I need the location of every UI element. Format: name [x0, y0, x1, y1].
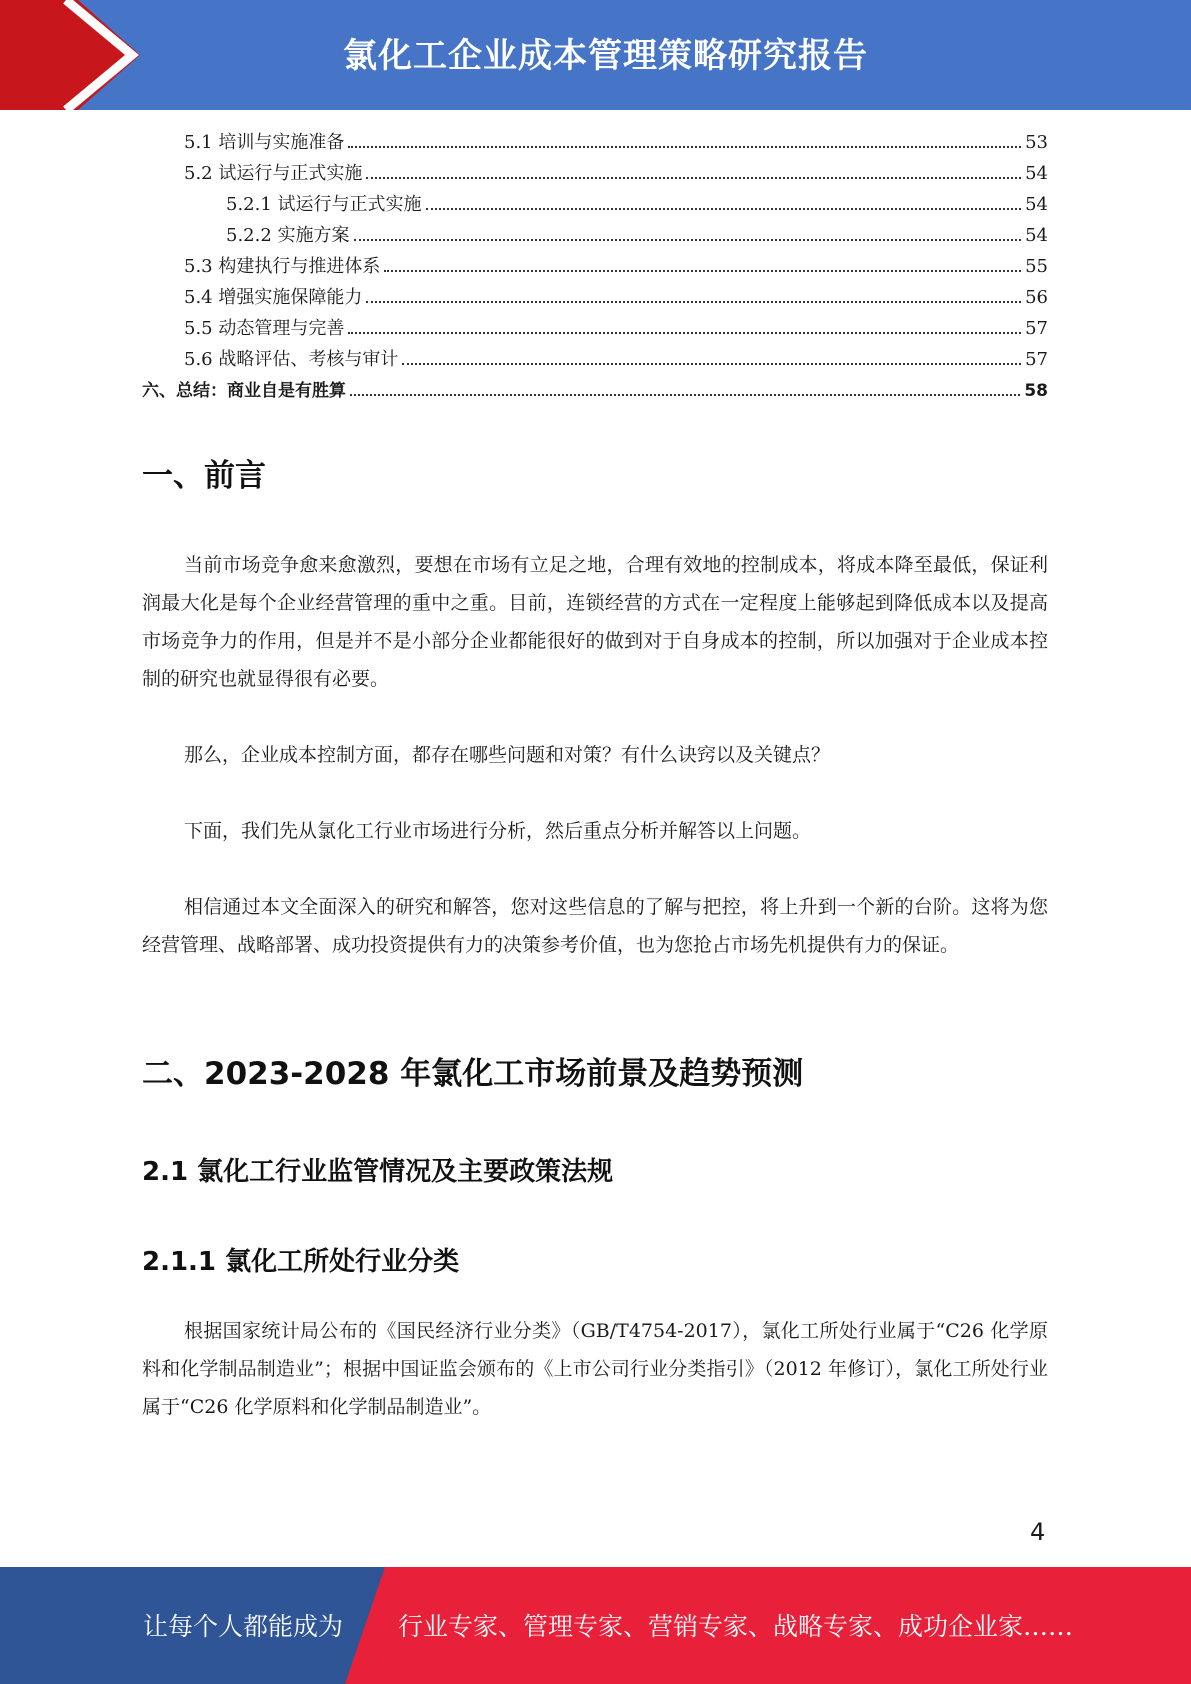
toc-entry[interactable]: 5.2.1 试运行与正式实施 54 [226, 194, 1048, 215]
section-heading-preface: 一、前言 [142, 458, 266, 494]
toc-entry[interactable]: 5.5 动态管理与完善 57 [184, 318, 1048, 339]
page-number: 4 [1030, 1518, 1046, 1546]
paragraph: 那么，企业成本控制方面，都存在哪些问题和对策？有什么诀窍以及关键点？ [184, 744, 831, 766]
page-header [0, 0, 1191, 110]
toc-entry[interactable]: 5.6 战略评估、考核与审计 57 [184, 349, 1048, 370]
page-footer [0, 1567, 1191, 1684]
paragraph: 下面，我们先从氯化工行业市场进行分析，然后重点分析并解答以上问题。 [184, 820, 812, 842]
paragraph: 根据国家统计局公布的《国民经济行业分类》（GB/T4754-2017），氯化工所处行业属于“C26 化学原料和化学制品制造业”；根据中国证监会颁布的《上市公司行业分类指引》（2012 年修订），氯化工所处行业属于“C26 化学原料和化学制品制造业”。 [142, 1320, 1048, 1418]
toc-entry[interactable]: 5.3 构建执行与推进体系 55 [184, 256, 1048, 277]
toc-entry[interactable]: 5.4 增强实施保障能力 56 [184, 287, 1048, 308]
toc-entry[interactable]: 5.2 试运行与正式实施 54 [184, 163, 1048, 184]
footer-slogan-left: 让每个人都能成为 [143, 1612, 344, 1641]
subsection-heading: 2.1 氯化工行业监管情况及主要政策法规 [142, 1157, 614, 1187]
report-title: 氯化工企业成本管理策略研究报告 [343, 36, 868, 76]
footer-slogan-right: 行业专家、管理专家、营销专家、战略专家、成功企业家…… [398, 1612, 1074, 1641]
toc-entry[interactable]: 5.1 培训与实施准备 53 [184, 132, 1048, 153]
section-heading-market-outlook: 二、2023-2028 年氯化工市场前景及趋势预测 [142, 1056, 804, 1092]
table-of-contents [142, 128, 1048, 407]
subsubsection-heading: 2.1.1 氯化工所处行业分类 [142, 1247, 460, 1277]
toc-entry-chapter[interactable]: 六、总结：商业自是有胜算 58 [142, 381, 1048, 401]
paragraph: 相信通过本文全面深入的研究和解答，您对这些信息的了解与把控，将上升到一个新的台阶。这将为您经营管理、战略部署、成功投资提供有力的决策参考价值，也为您抢占市场先机提供有力的保证。 [142, 896, 1048, 956]
toc-entry[interactable]: 5.2.2 实施方案 54 [226, 225, 1048, 246]
paragraph: 当前市场竞争愈来愈激烈，要想在市场有立足之地，合理有效地的控制成本，将成本降至最低，保证利润最大化是每个企业经营管理的重中之重。目前，连锁经营的方式在一定程度上能够起到降低成本以及提高市场竞争力的作用，但是并不是小部分企业都能很好的做到对于自身成本的控制，所以加强对于企业成本控制的研究也就显得很有必要。 [142, 554, 1048, 690]
